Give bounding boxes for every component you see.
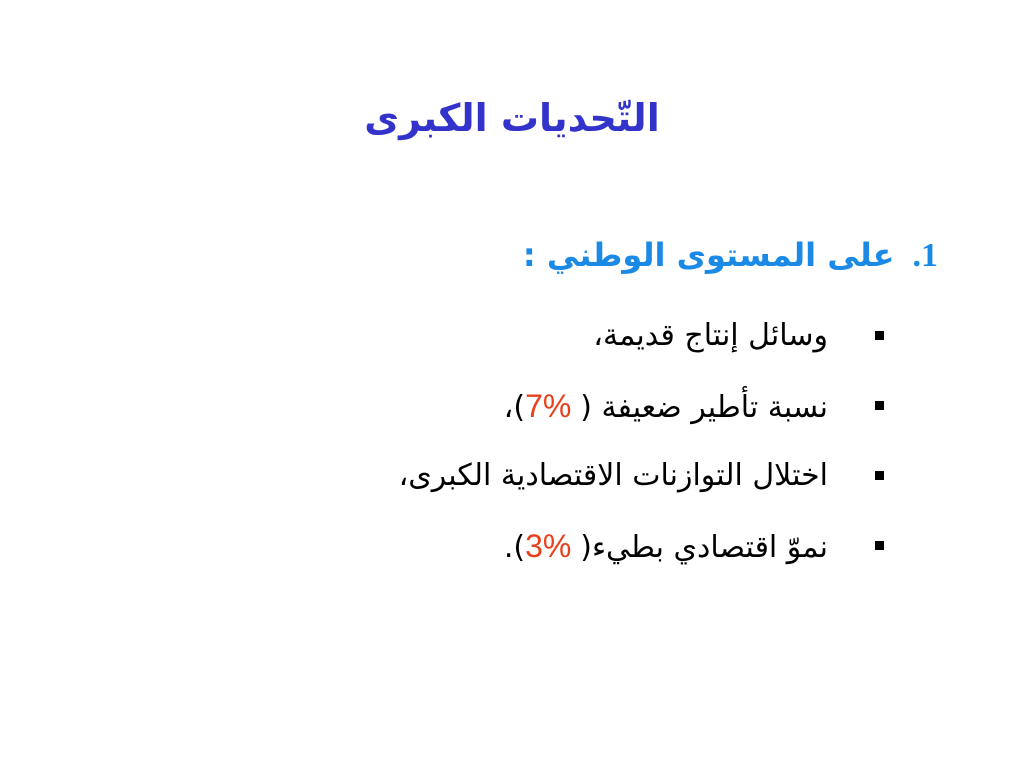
- section-heading: [523, 232, 938, 280]
- bullet-text-start: نسبة تأطير ضعيفة (: [580, 390, 828, 425]
- bullet-text: اختلال التوازنات الاقتصادية الكبرى،: [398, 458, 828, 493]
- percentage-highlight: %7: [525, 388, 581, 424]
- square-bullet-icon: [875, 401, 884, 410]
- square-bullet-icon: [875, 541, 884, 550]
- percentage-highlight: %3: [525, 528, 581, 564]
- square-bullet-icon: [875, 331, 884, 340]
- bullet-list: [184, 312, 884, 592]
- bullet-item: [184, 312, 884, 382]
- slide-title: التّحديات الكبرى: [364, 96, 660, 140]
- section-number: 1.: [912, 237, 938, 274]
- bullet-item: [184, 522, 884, 592]
- bullet-text: وسائل إنتاج قديمة،: [593, 318, 828, 353]
- bullet-item: [184, 382, 884, 452]
- bullet-item: [184, 452, 884, 522]
- bullet-text-end: )،: [503, 390, 526, 425]
- section-label: على المستوى الوطني :: [522, 236, 895, 274]
- bullet-text-start: نموّ اقتصادي بطيء(: [580, 530, 828, 565]
- square-bullet-icon: [875, 471, 884, 480]
- bullet-text-end: ).: [503, 530, 526, 565]
